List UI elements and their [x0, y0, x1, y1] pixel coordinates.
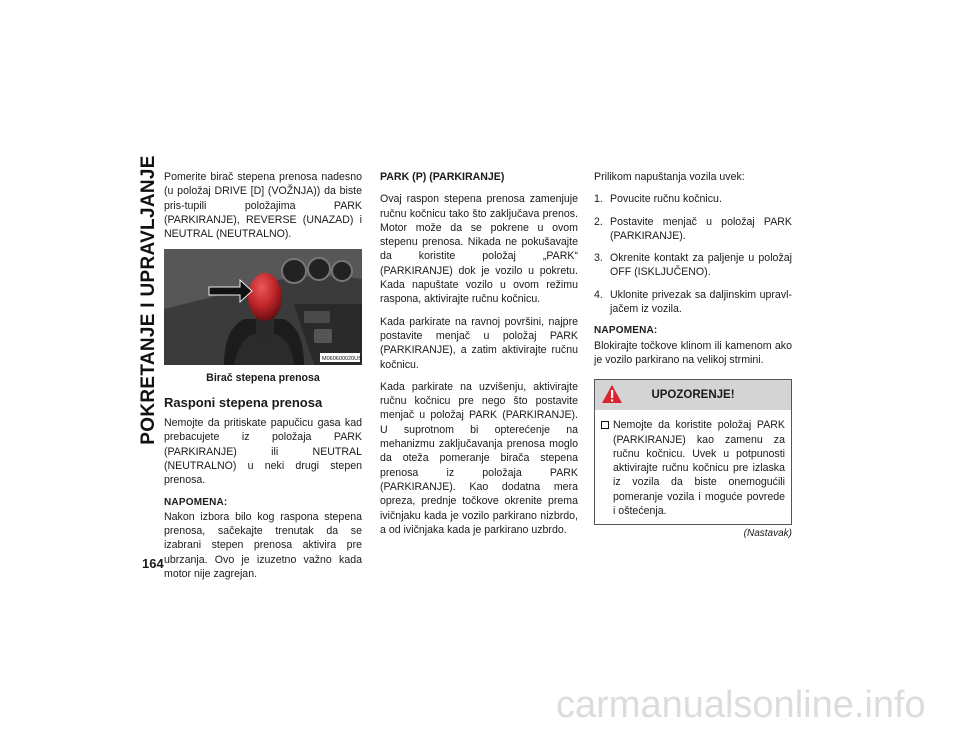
park-paragraph-3: Kada parkirate na uzvišenju, aktivirajte ručnu kočnicu pre nego što postavite menjač u položaj PARK (PARKIRANJE). U suprotnom bi opterećenje na mehanizmu zaključavanja prenosa moglo da oteža pomeranje birača stepena prenosa iz položaja PARK (PARKIRANJE). Kao dodatna mera opreza, prednje točkove okrenite prema ivičnjaku kada je vozilo parkirano nizbrdo, a od ivičnjaka kada je parkirano uzbrdo.	[380, 380, 578, 536]
watermark: carmanualsonline.info	[556, 684, 926, 726]
warning-title: UPOZORENJE!	[651, 389, 735, 402]
warning-box	[594, 379, 792, 525]
chapter-side-tab	[138, 155, 160, 445]
list-item: 1. Povucite ručnu kočnicu.	[594, 193, 722, 206]
square-bullet-icon	[601, 421, 609, 429]
note-text: Blokirajte točkove klinom ili kamenom ako je vozilo parkirano na velikoj strmini.	[594, 339, 792, 366]
continued-label: (Nastavak)	[743, 528, 792, 540]
park-paragraph-1: Ovaj raspon stepena prenosa zamenjuje ručnu kočnicu tako što zaključava prenos. Motor može da se pokrene u ovom stepenu prenosa. Nikada ne pokušavajte da koristite položaj „PARK“ (PARKIRANJE) dok je vozilo u pokretu. Kada napuštate vozilo u ovom režimu raspona, aktivirajte ručnu kočnicu.	[380, 193, 578, 306]
list-item: 2. Postavite menjač u položaj PARK (PARKIRANJE).	[594, 215, 792, 242]
park-heading: PARK (P) (PARKIRANJE)	[380, 171, 505, 183]
note-label: NAPOMENA:	[164, 496, 228, 508]
list-item: 4. Uklonite privezak sa daljinskim upravl-jačem iz vozila.	[594, 288, 792, 316]
warning-item: Nemojte da koristite položaj PARK (PARKIRANJE) kao zamenu za ručnu kočnicu. Uvek u potpunosti aktivirajte ručnu kočnicu pre izlaska iz vozila da biste onemogućili pomeranje vozila i moguće povrede i oštećenja.	[601, 418, 785, 518]
section-subheading: Rasponi stepena prenosa	[164, 394, 323, 410]
page-number: 164	[142, 556, 164, 571]
park-paragraph-2: Kada parkirate na ravnoj površini, najpre postavite menjač u položaj PARK (PARKIRANJE), a zatim aktivirajte ručnu kočnicu.	[380, 315, 578, 371]
leaving-steps-list	[594, 192, 792, 316]
gear-selector-photo	[164, 249, 362, 365]
chapter-side-tab-label: POKRETANJE I UPRAVLJANJE	[138, 155, 159, 445]
range-paragraph: Nemojte da pritiskate papučicu gasa kad prebacujete iz položaja PARK (PARKIRANJE) ili NEUTRAL (NEUTRALNO) u neki drugi stepen prenosa.	[164, 417, 362, 487]
gear-selector-illustration	[164, 249, 362, 365]
column-right	[594, 170, 792, 542]
column-left	[164, 170, 362, 589]
column-middle	[380, 170, 578, 545]
warning-header	[595, 380, 791, 410]
image-code: M060600020US	[322, 356, 362, 363]
photo-caption: Birač stepena prenosa	[206, 372, 320, 385]
warning-body	[595, 410, 791, 524]
leaving-intro: Prilikom napuštanja vozila uvek:	[594, 171, 745, 183]
intro-paragraph: Pomerite birač stepena prenosa nadesno (u položaj DRIVE [D] (VOŽNJA)) da biste pris-tupili položajima PARK (PARKIRANJE), REVERSE (UNAZAD) i NEUTRAL (NEUTRALNO).	[164, 171, 362, 241]
list-item: 3. Okrenite kontakt za paljenje u položaj OFF (ISKLJUČENO).	[594, 252, 792, 279]
note-text: Nakon izbora bilo kog raspona stepena prenosa, sačekajte trenutak da se izabrani stepen prenosa aktivira pre ubrzanja. Ovo je izuzetno važno kada motor nije zagrejan.	[164, 510, 362, 581]
note-label: NAPOMENA:	[594, 325, 658, 337]
